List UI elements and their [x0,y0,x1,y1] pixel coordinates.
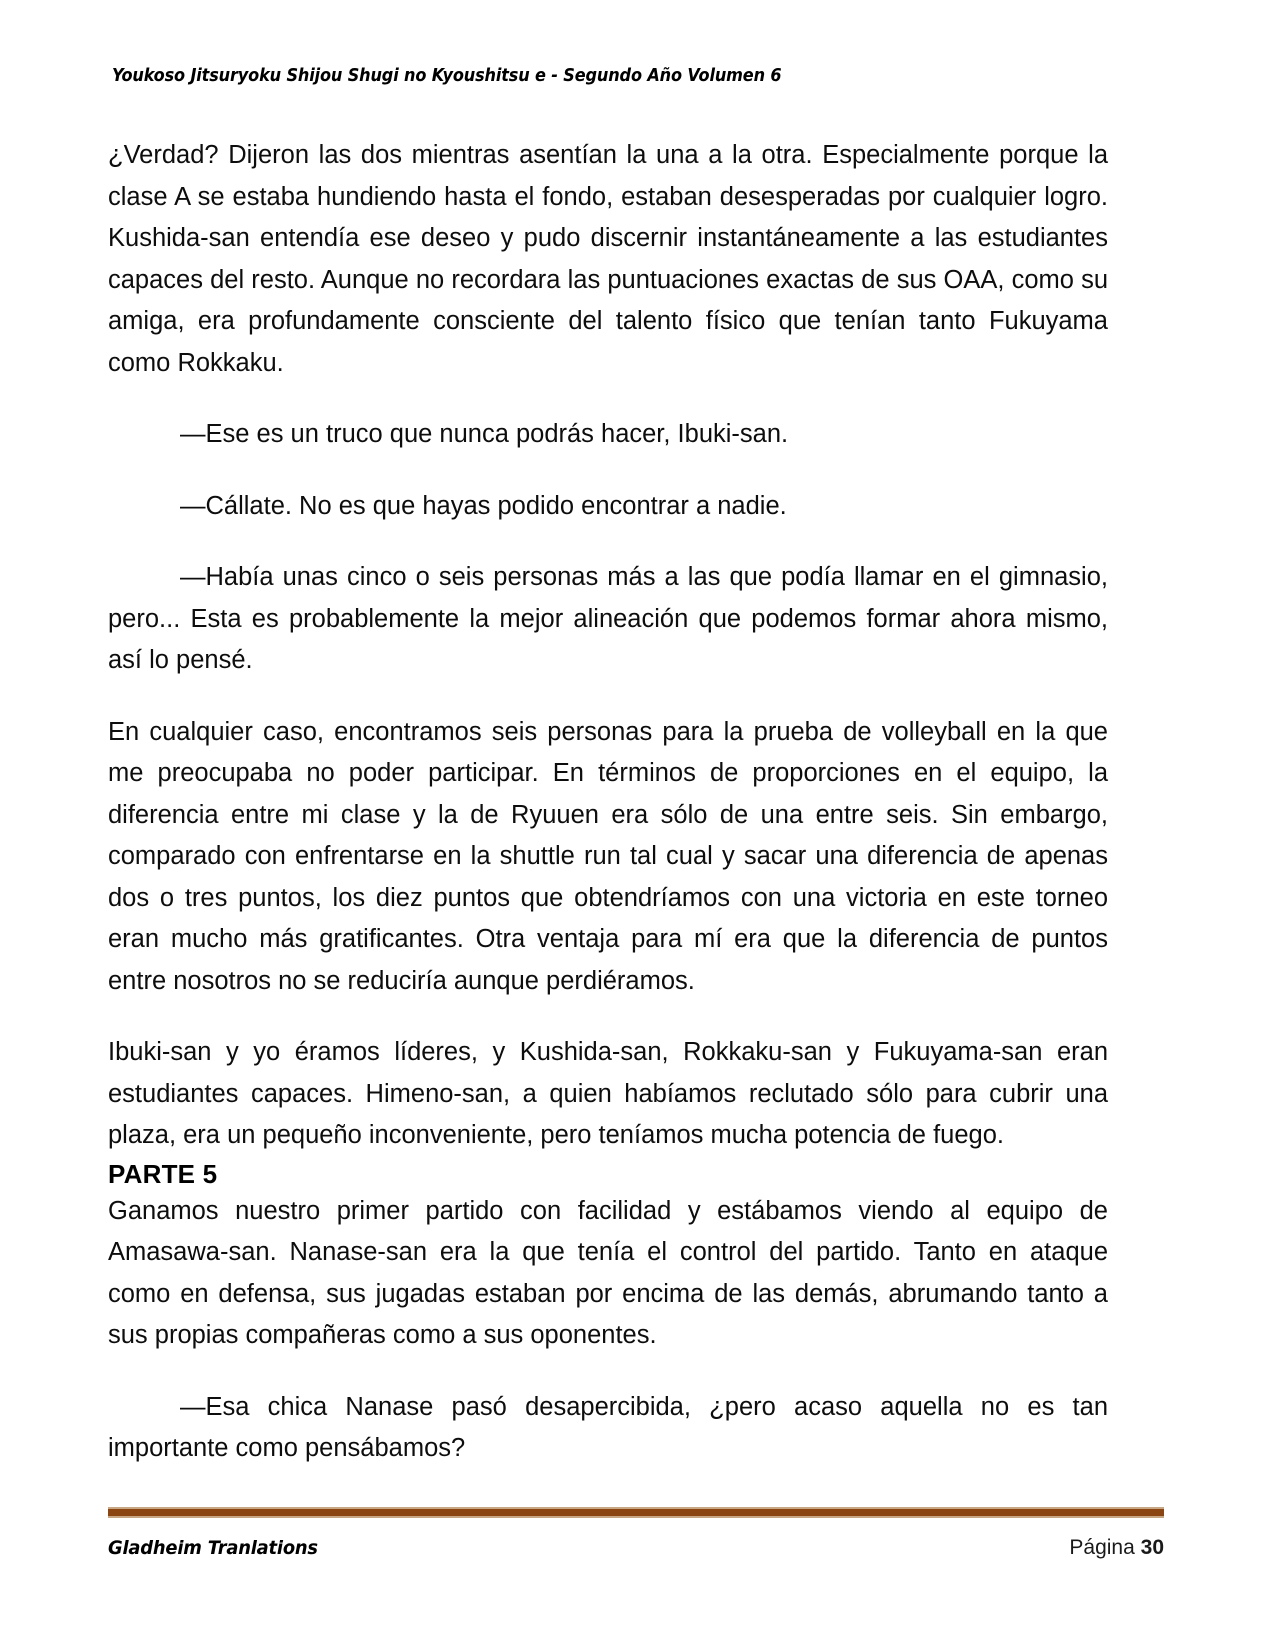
section-heading-parte-5: PARTE 5 [108,1158,218,1189]
footer-page-label: Página [1069,1536,1135,1559]
footer-page-number: 30 [1140,1536,1164,1559]
dialogue-line-3: —Había unas cinco o seis personas más a las que podía llamar en el gimnasio, pero... Esta es probablemente la mejor alineación que podemos formar ahora mismo, así lo pensé. [108,563,1108,674]
footer-row [108,1536,1164,1560]
running-header [112,66,1164,86]
paragraph-3: Ibuki-san y yo éramos líderes, y Kushida-san, Rokkaku-san y Fukuyama-san eran estudiantes capaces. Himeno-san, a quien habíamos reclutado sólo para cubrir una plaza, era un pequeño inconveniente, pero teníamos mucha potencia de fuego. [108,1038,1108,1149]
footer-divider-rule-fill [108,1511,1164,1514]
paragraph-2: En cualquier caso, encontramos seis personas para la prueba de volleyball en la que me preocupaba no poder participar. En términos de proporciones en el equipo, la diferencia entre mi clase y la de Ryuuen era sólo de una entre seis. Sin embargo, comparado con enfrentarse en la shuttle run tal cual y sacar una diferencia de apenas dos o tres puntos, los diez puntos que obtendríamos con una victoria en este torneo eran mucho más gratificantes. Otra ventaja para mí era que la diferencia de puntos entre nosotros no se reduciría aunque perdiéramos. [108,717,1108,995]
dialogue-line-2: —Cállate. No es que hayas podido encontrar a nadie. [180,491,787,520]
page-footer [108,1507,1164,1560]
page-content [108,135,1108,1470]
dialogue-line-1: —Ese es un truco que nunca podrás hacer, Ibuki-san. [180,420,789,448]
footer-brand-name: Gladheim Tranlations [108,1537,318,1559]
dialogue-line-4: —Esa chica Nanase pasó desapercibida, ¿pero acaso aquella no es tan importante como pensábamos? [108,1392,1108,1462]
paragraph-1: ¿Verdad? Dijeron las dos mientras asentían la una a la otra. Especialmente porque la clase A se estaba hundiendo hasta el fondo, estaban desesperadas por cualquier logro. Kushida-san entendía ese deseo y pudo discernir instantáneamente a las estudiantes capaces del resto. Aunque no recordara las puntuaciones exactas de sus OAA, como su amiga, era profundamente consciente del talento físico que tenían tanto Fukuyama como Rokkaku. [108,141,1108,377]
footer-page-indicator [1069,1536,1164,1560]
running-header-title: Youkoso Jitsuryoku Shijou Shugi no Kyoushitsu e - Segundo Año Volumen 6 [112,66,782,86]
footer-divider-rule [108,1507,1164,1518]
paragraph-4: Ganamos nuestro primer partido con facilidad y estábamos viendo al equipo de Amasawa-san. Nanase-san era la que tenía el control del partido. Tanto en ataque como en defensa, sus jugadas estaban por encima de las demás, abrumando tanto a sus propias compañeras como a sus oponentes. [108,1196,1108,1349]
